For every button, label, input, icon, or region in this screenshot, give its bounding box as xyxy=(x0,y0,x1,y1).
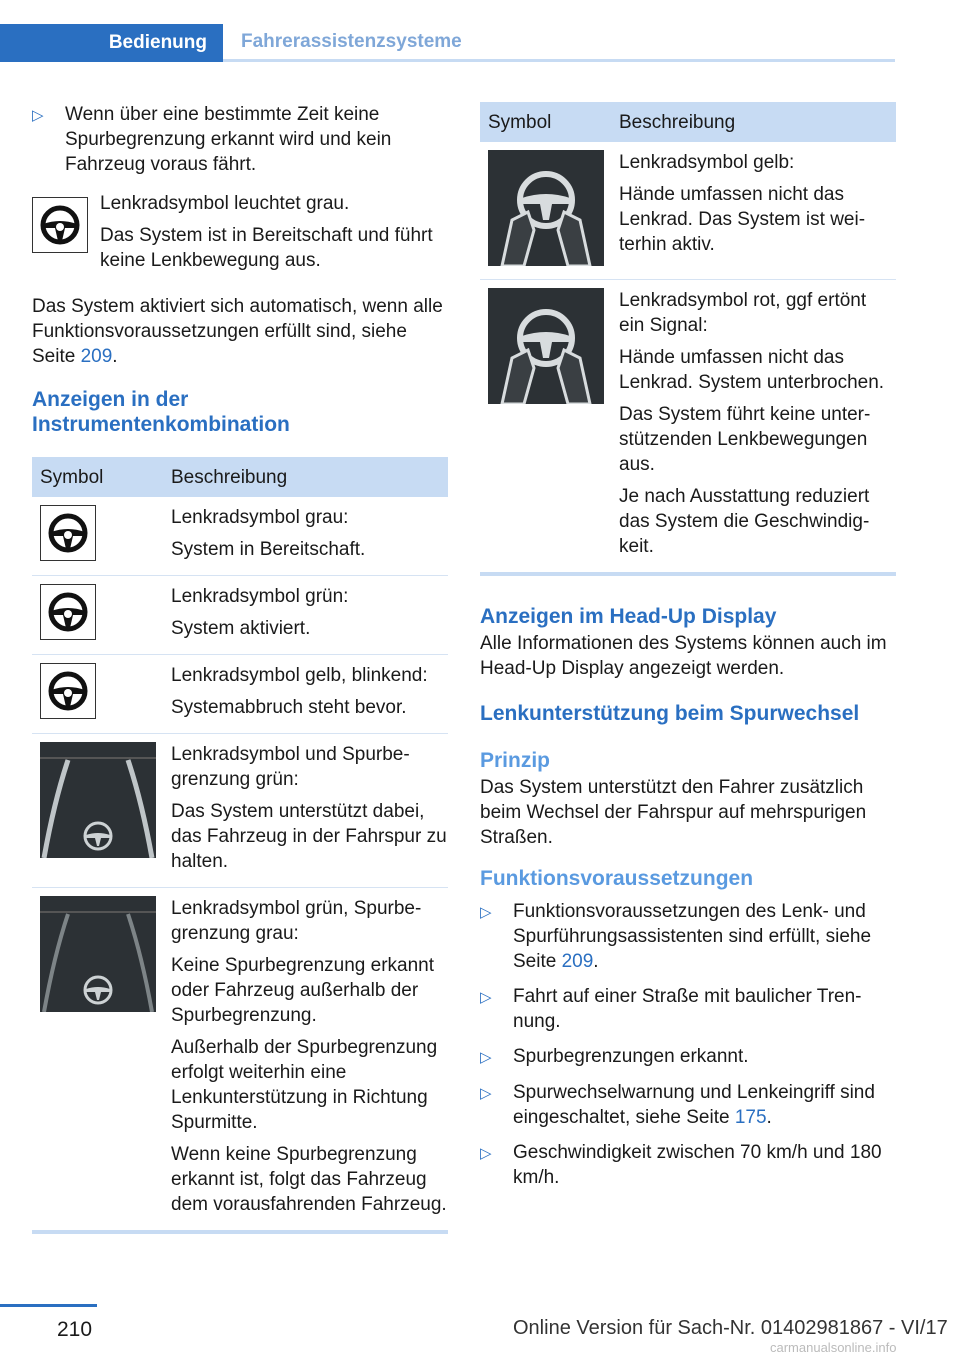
footer-rule xyxy=(0,1304,97,1307)
table-row xyxy=(32,576,448,655)
page-link[interactable]: 209 xyxy=(80,346,113,367)
grey-icon-text xyxy=(100,191,448,280)
hud-text: Alle Informationen des Systems können auch im Head-Up Display angezeigt werden. xyxy=(480,633,887,679)
row-line: Lenkradsymbol grün, Spurbegrenzung grau: xyxy=(171,898,422,944)
steering-wheel-grey-icon xyxy=(32,197,88,280)
row-line: Lenkradsymbol und Spurbegrenzung grün: xyxy=(171,744,410,790)
symbol-cell xyxy=(32,888,163,1231)
watermark: carmanualsonline.info xyxy=(770,1340,897,1355)
list-text-end: . xyxy=(766,1107,772,1128)
row-line: Je nach Ausstattung reduziert das System die Geschwindigkeit. xyxy=(619,486,870,557)
description-cell xyxy=(163,497,448,576)
page-number: 210 xyxy=(57,1318,93,1341)
right-column xyxy=(480,102,896,1200)
list-item-text: Fahrt auf einer Straße mit baulicher Trennung. xyxy=(513,986,862,1032)
list-item xyxy=(480,1140,896,1190)
list-item-text: Geschwindigkeit zwischen 70 km/h und 180 km/h. xyxy=(513,1142,882,1188)
row-line: System in Bereitschaft. xyxy=(171,539,366,560)
page-link[interactable]: 175 xyxy=(734,1107,767,1128)
table-header-row xyxy=(480,102,896,142)
row-line: Hände umfassen nicht das Lenkrad. Das System ist weiterhin aktiv. xyxy=(619,184,866,255)
steering-wheel-green-icon xyxy=(40,584,96,640)
hands-off-red-icon xyxy=(488,288,604,404)
list-item xyxy=(480,1044,896,1070)
list-text: Funktionsvoraussetzungen des Lenk- und Spurführungsassistenten sind erfüllt, siehe Seite xyxy=(513,901,872,972)
description-cell xyxy=(163,734,448,888)
column-header-symbol: Symbol xyxy=(32,457,163,497)
left-column xyxy=(32,102,448,1234)
row-line: Lenkradsymbol rot, ggf ertönt ein Signal: xyxy=(619,290,867,336)
list-item-text: Spurbegrenzungen erkannt. xyxy=(513,1046,749,1067)
description-cell xyxy=(163,576,448,655)
row-line: Wenn keine Spurbegrenzung erkannt ist, folgt das Fahrzeug dem vorausfahrenden Fahrzeug. xyxy=(171,1144,447,1215)
row-line: Systemabbruch steht bevor. xyxy=(171,697,407,718)
triangle-bullet-icon: ▷ xyxy=(480,1085,492,1102)
list-item-text xyxy=(513,1080,896,1130)
row-line: Keine Spurbegrenzung erkannt oder Fahrzeug außerhalb der Spurbegrenzung. xyxy=(171,955,435,1026)
chapter-tab[interactable]: Bedienung xyxy=(0,24,223,62)
table-end-rule xyxy=(480,572,896,576)
column-header-symbol: Symbol xyxy=(480,102,611,142)
grey-icon-line: Lenkradsymbol leuchtet grau. xyxy=(100,193,350,214)
description-cell xyxy=(163,888,448,1231)
section-tab[interactable]: Fahrerassistenzsysteme xyxy=(223,24,895,62)
table-row xyxy=(480,142,896,280)
indicator-table xyxy=(32,457,448,1230)
page-header xyxy=(0,24,895,62)
steering-wheel-grey-icon xyxy=(40,505,96,561)
principle-text: Das System unterstützt den Fahrer zusätzlich beim Wechsel der Fahrspur auf mehrspurigen Straßen. xyxy=(480,777,867,848)
steering-wheel-yellow-icon xyxy=(40,663,96,719)
column-header-description: Beschreibung xyxy=(611,102,896,142)
section-heading: Anzeigen in der Instrumentenkombination xyxy=(32,388,290,436)
description-cell xyxy=(611,280,896,573)
hud-heading: Anzeigen im Head-Up Display xyxy=(480,605,777,628)
requirements-heading: Funktionsvoraussetzungen xyxy=(480,867,754,890)
row-line: Lenkradsymbol grau: xyxy=(171,507,349,528)
description-cell xyxy=(611,142,896,280)
paragraph-end: . xyxy=(112,346,118,367)
row-line: Lenkradsymbol grün: xyxy=(171,586,349,607)
symbol-cell xyxy=(480,142,611,280)
table-row xyxy=(480,280,896,573)
table-row xyxy=(32,734,448,888)
bullet-item xyxy=(32,102,448,177)
list-item-text xyxy=(513,899,896,974)
column-header-description: Beschreibung xyxy=(163,457,448,497)
symbol-cell xyxy=(32,576,163,655)
row-line: Das System unterstützt dabei, das Fahrzeug in der Fahrspur zu halten. xyxy=(171,801,447,872)
symbol-cell xyxy=(480,280,611,573)
grey-icon-line: Das System ist in Bereitschaft und führt keine Lenkbewegung aus. xyxy=(100,225,433,271)
triangle-bullet-icon: ▷ xyxy=(480,989,492,1006)
bullet-text: Wenn über eine bestimmte Zeit keine Spurbegrenzung erkannt wird und kein Fahrzeug voraus fährt. xyxy=(65,104,392,175)
description-cell xyxy=(163,655,448,734)
table-header-row xyxy=(32,457,448,497)
row-line: Das System führt keine unterstützenden Lenkbewegungen aus. xyxy=(619,404,871,475)
principle-heading: Prinzip xyxy=(480,749,551,772)
page-link[interactable]: 209 xyxy=(561,951,594,972)
triangle-bullet-icon: ▷ xyxy=(480,1049,492,1066)
row-line: Außerhalb der Spurbegrenzung erfolgt weiterhin eine Lenkunterstützung in Richtung Spurmitte. xyxy=(171,1037,438,1133)
list-item xyxy=(480,1080,896,1130)
table-row xyxy=(32,888,448,1231)
table-row xyxy=(32,497,448,576)
online-version-note: Online Version für Sach-Nr. 01402981867 - VI/17 xyxy=(513,1317,948,1339)
lane-display-green-icon xyxy=(40,742,156,858)
row-line: Lenkradsymbol gelb, blinkend: xyxy=(171,665,428,686)
lane-change-heading: Lenkunterstützung beim Spurwechsel xyxy=(480,702,860,725)
table-end-rule xyxy=(32,1230,448,1234)
symbol-cell xyxy=(32,655,163,734)
symbol-cell xyxy=(32,734,163,888)
list-text-end: . xyxy=(593,951,599,972)
triangle-bullet-icon: ▷ xyxy=(32,107,44,124)
auto-activation-paragraph xyxy=(32,294,448,369)
triangle-bullet-icon: ▷ xyxy=(480,904,492,921)
row-line: System aktiviert. xyxy=(171,618,311,639)
row-line: Hände umfassen nicht das Lenkrad. System unterbrochen. xyxy=(619,347,885,393)
list-item xyxy=(480,899,896,974)
list-text: Spurwechselwarnung und Lenkeingriff sind eingeschaltet, siehe Seite xyxy=(513,1082,875,1128)
grey-icon-info xyxy=(32,191,448,280)
row-line: Lenkradsymbol gelb: xyxy=(619,152,795,173)
triangle-bullet-icon: ▷ xyxy=(480,1145,492,1162)
list-item xyxy=(480,984,896,1034)
paragraph-text: Das System aktiviert sich automatisch, wenn alle Funktionsvoraussetzungen erfüllt sind, siehe Seite xyxy=(32,296,443,367)
symbol-cell xyxy=(32,497,163,576)
hands-off-yellow-icon xyxy=(488,150,604,266)
hands-off-table xyxy=(480,102,896,572)
table-row xyxy=(32,655,448,734)
lane-display-grey-icon xyxy=(40,896,156,1012)
